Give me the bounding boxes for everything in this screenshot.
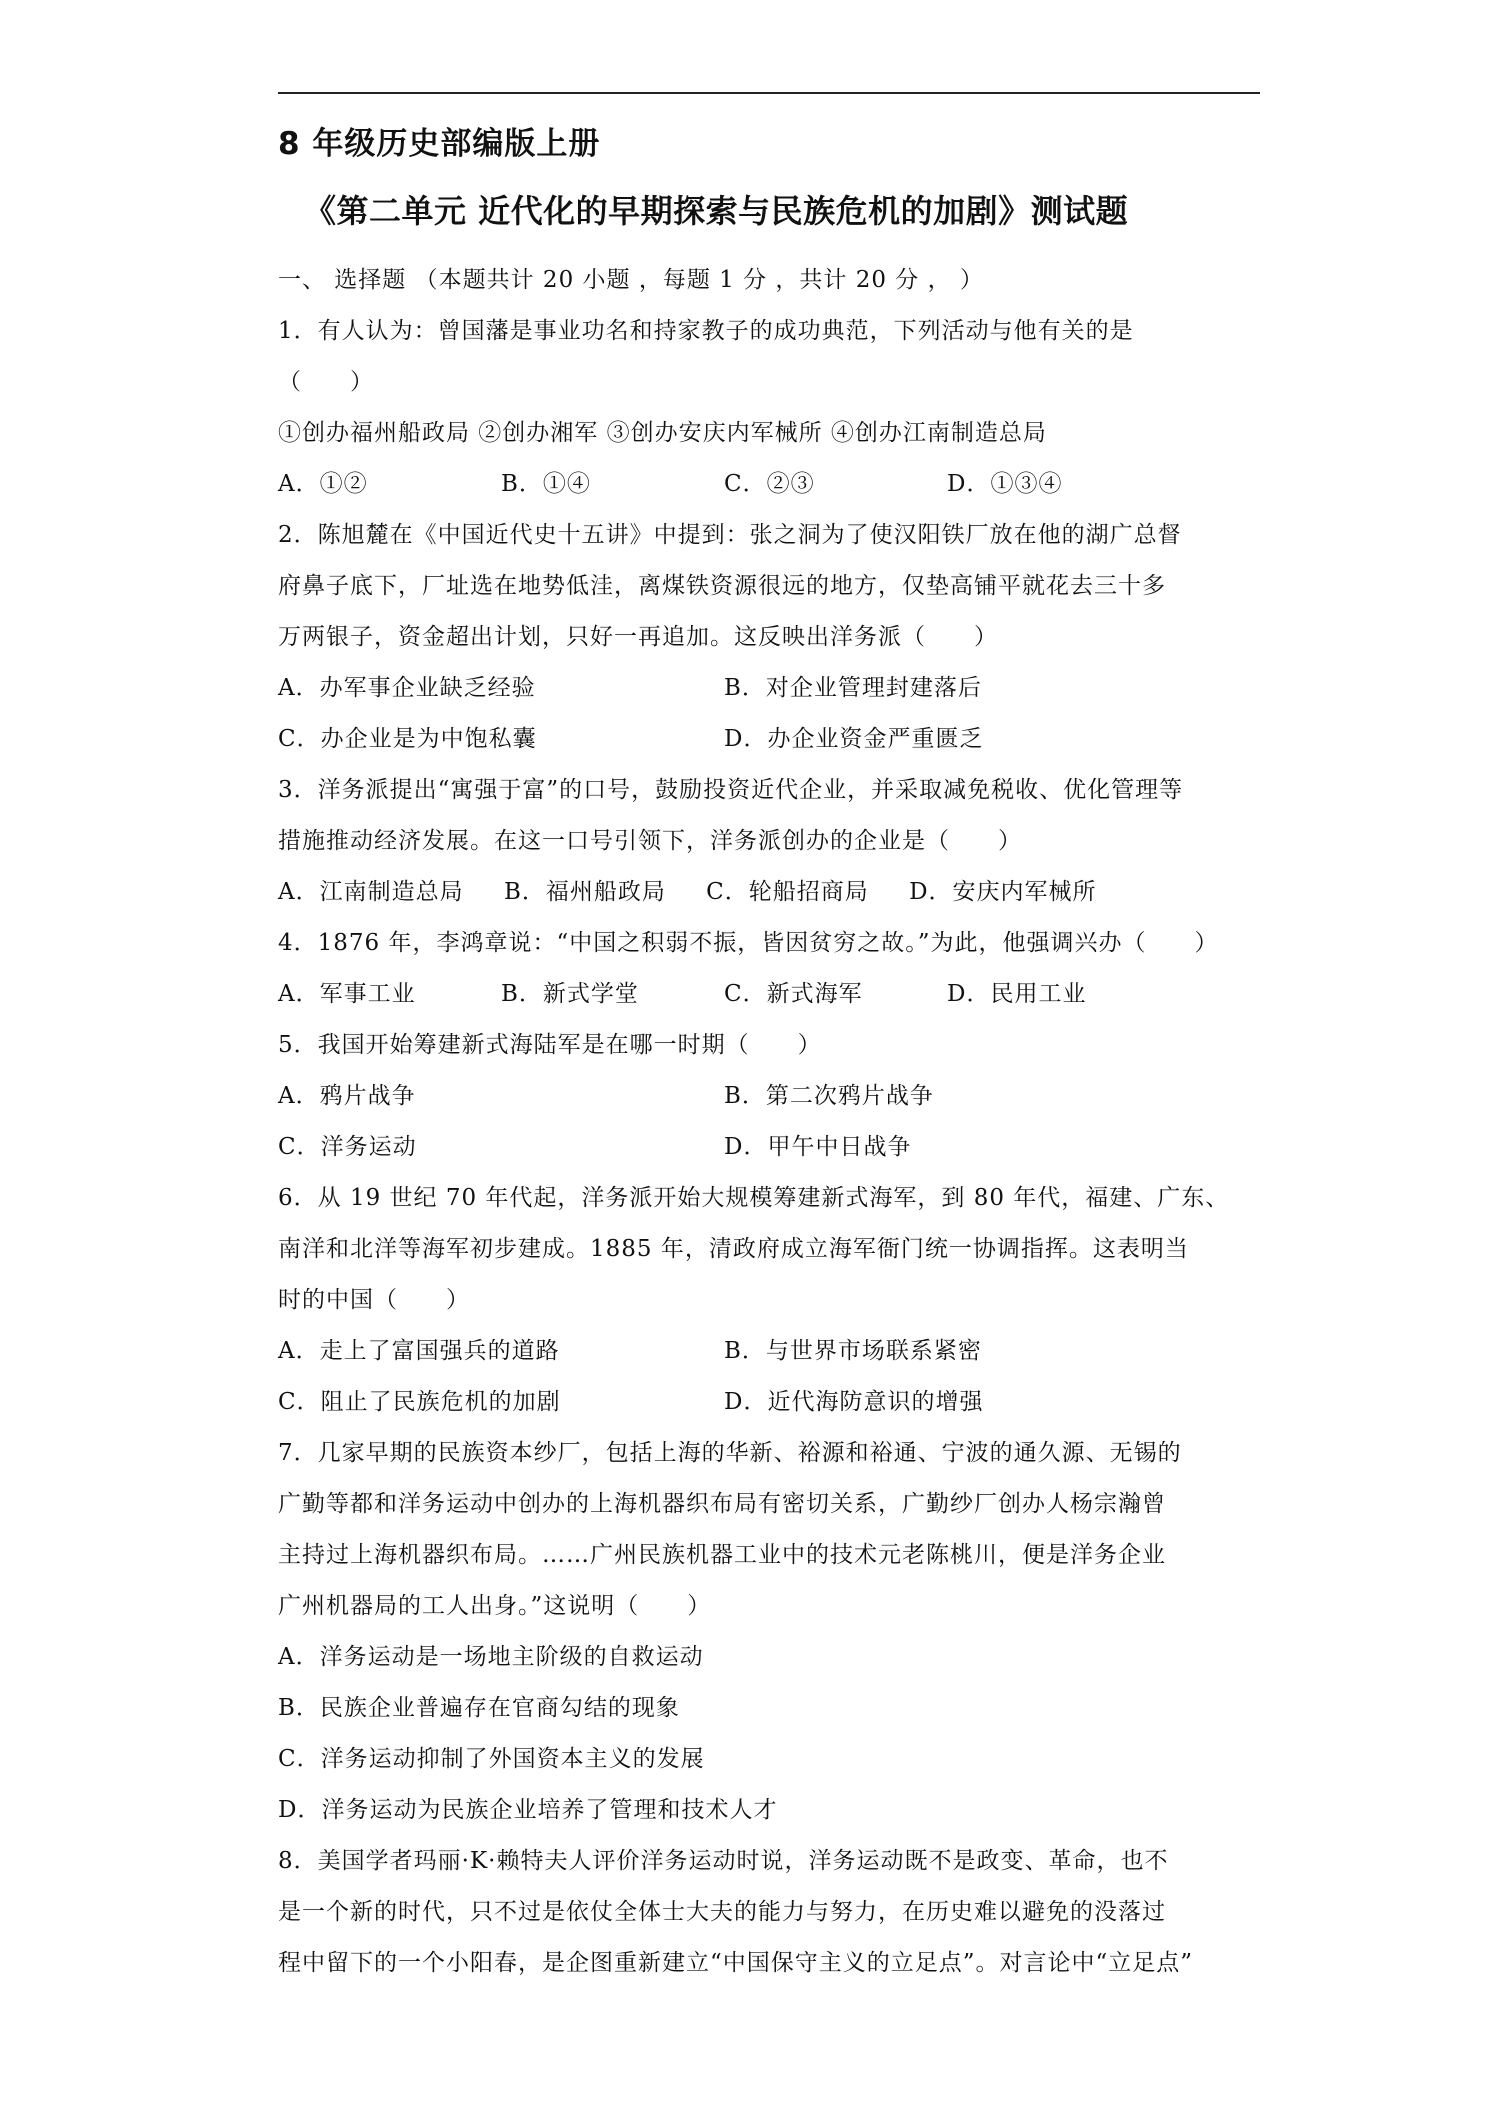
- question-6: [278, 1173, 1278, 1428]
- options-row: [278, 1071, 1278, 1122]
- option-a[interactable]: A．江南制造总局: [278, 879, 464, 905]
- question-5: [278, 1020, 1278, 1173]
- question-text: 时的中国（ ）: [278, 1287, 470, 1313]
- options-row: [278, 663, 1278, 714]
- question-text: 主持过上海机器织布局。……广州民族机器工业中的技术元老陈桃川，便是洋务企业: [278, 1542, 1166, 1568]
- question-2: [278, 510, 1278, 765]
- question-text: 程中留下的一个小阳春，是企图重新建立“中国保守主义的立足点”。对言论中“立足点”: [278, 1950, 1194, 1976]
- options-row: [278, 714, 1278, 765]
- question-text: 万两银子，资金超出计划，只好一再追加。这反映出洋务派（ ）: [278, 624, 998, 650]
- question-text: 府鼻子底下，厂址选在地势低洼，离煤铁资源很远的地方，仅垫高铺平就花去三十多: [278, 573, 1166, 599]
- option-b[interactable]: B．对企业管理封建落后: [724, 675, 982, 701]
- option-c[interactable]: C．新式海军: [724, 981, 863, 1007]
- option-a[interactable]: A．军事工业: [278, 981, 416, 1007]
- options-row: [278, 1326, 1278, 1377]
- option-d[interactable]: D．办企业资金严重匮乏: [724, 726, 984, 752]
- options-row: [278, 1377, 1278, 1428]
- question-text: ①创办福州船政局 ②创办湘军 ③创办安庆内军械所 ④创办江南制造总局: [278, 420, 1047, 446]
- question-text: 3．洋务派提出“寓强于富”的口号，鼓励投资近代企业，并采取减免税收、优化管理等: [278, 777, 1184, 803]
- question-text: 4．1876 年，李鸿章说：“中国之积弱不振，皆因贫穷之故。”为此，他强调兴办（ ）: [278, 930, 1219, 956]
- option-d[interactable]: D．①③④: [947, 471, 1063, 497]
- option-a[interactable]: A．办军事企业缺乏经验: [278, 675, 536, 701]
- question-7: [278, 1428, 1278, 1836]
- question-text: 7．几家早期的民族资本纱厂，包括上海的华新、裕源和裕通、宁波的通久源、无锡的: [278, 1440, 1182, 1466]
- document-title: 8 年级历史部编版上册: [278, 126, 601, 162]
- header-rule: [278, 92, 1260, 94]
- options-row: [278, 1122, 1278, 1173]
- question-text: 6．从 19 世纪 70 年代起，洋务派开始大规模筹建新式海军，到 80 年代，福建、广东、: [278, 1185, 1230, 1211]
- option-a[interactable]: A．鸦片战争: [278, 1083, 416, 1109]
- question-text: 南洋和北洋等海军初步建成。1885 年，清政府成立海军衙门统一协调指挥。这表明当: [278, 1236, 1189, 1262]
- question-text: 1．有人认为：曾国藩是事业功名和持家教子的成功典范，下列活动与他有关的是: [278, 318, 1134, 344]
- question-text: 措施推动经济发展。在这一口号引领下，洋务派创办的企业是（ ）: [278, 828, 1022, 854]
- option-c[interactable]: C．②③: [724, 471, 815, 497]
- question-text: 5．我国开始筹建新式海陆军是在哪一时期（ ）: [278, 1032, 822, 1058]
- options-row: [278, 969, 1278, 1020]
- question-content: [278, 255, 1278, 1989]
- question-3: [278, 765, 1278, 918]
- option-d[interactable]: D．甲午中日战争: [724, 1134, 912, 1160]
- option-d[interactable]: D．民用工业: [947, 981, 1087, 1007]
- option-b[interactable]: B．民族企业普遍存在官商勾结的现象: [278, 1695, 680, 1721]
- question-text: 8．美国学者玛丽·K·赖特夫人评价洋务运动时说，洋务运动既不是政变、革命，也不: [278, 1848, 1169, 1874]
- option-b[interactable]: B．新式学堂: [501, 981, 639, 1007]
- option-c[interactable]: C．洋务运动: [278, 1134, 417, 1160]
- question-text: 广州机器局的工人出身。”这说明（ ）: [278, 1593, 712, 1619]
- option-b[interactable]: B．福州船政局: [503, 879, 666, 905]
- question-text: 2．陈旭麓在《中国近代史十五讲》中提到：张之洞为了使汉阳铁厂放在他的湖广总督: [278, 522, 1182, 548]
- option-c[interactable]: C．洋务运动抑制了外国资本主义的发展: [278, 1746, 705, 1772]
- option-a[interactable]: A．走上了富国强兵的道路: [278, 1338, 560, 1364]
- option-c[interactable]: C．阻止了民族危机的加剧: [278, 1389, 561, 1415]
- question-text: 广勤等都和洋务运动中创办的上海机器织布局有密切关系，广勤纱厂创办人杨宗瀚曾: [278, 1491, 1166, 1517]
- option-c[interactable]: C．办企业是为中饱私囊: [278, 726, 537, 752]
- question-4: [278, 918, 1278, 1020]
- section-heading: 一、 选择题 （本题共计 20 小题 ，每题 1 分 ，共计 20 分 ， ）: [278, 267, 984, 293]
- question-1: [278, 306, 1278, 510]
- option-d[interactable]: D．洋务运动为民族企业培养了管理和技术人才: [278, 1797, 778, 1823]
- option-c[interactable]: C．轮船招商局: [706, 879, 869, 905]
- option-b[interactable]: B．①④: [501, 471, 591, 497]
- option-b[interactable]: B．与世界市场联系紧密: [724, 1338, 982, 1364]
- option-a[interactable]: A．①②: [278, 471, 368, 497]
- question-text: （ ）: [278, 369, 374, 395]
- document-subtitle: 《第二单元 近代化的早期探索与民族危机的加剧》测试题: [304, 192, 1129, 230]
- options-row: [278, 459, 1278, 510]
- question-text: 是一个新的时代，只不过是依仗全体士大夫的能力与努力，在历史难以避免的没落过: [278, 1899, 1166, 1925]
- question-8: [278, 1836, 1278, 1989]
- option-d[interactable]: D．近代海防意识的增强: [724, 1389, 984, 1415]
- options-row: [278, 867, 1278, 918]
- option-a[interactable]: A．洋务运动是一场地主阶级的自救运动: [278, 1644, 704, 1670]
- option-b[interactable]: B．第二次鸦片战争: [724, 1083, 934, 1109]
- option-d[interactable]: D．安庆内军械所: [909, 879, 1097, 905]
